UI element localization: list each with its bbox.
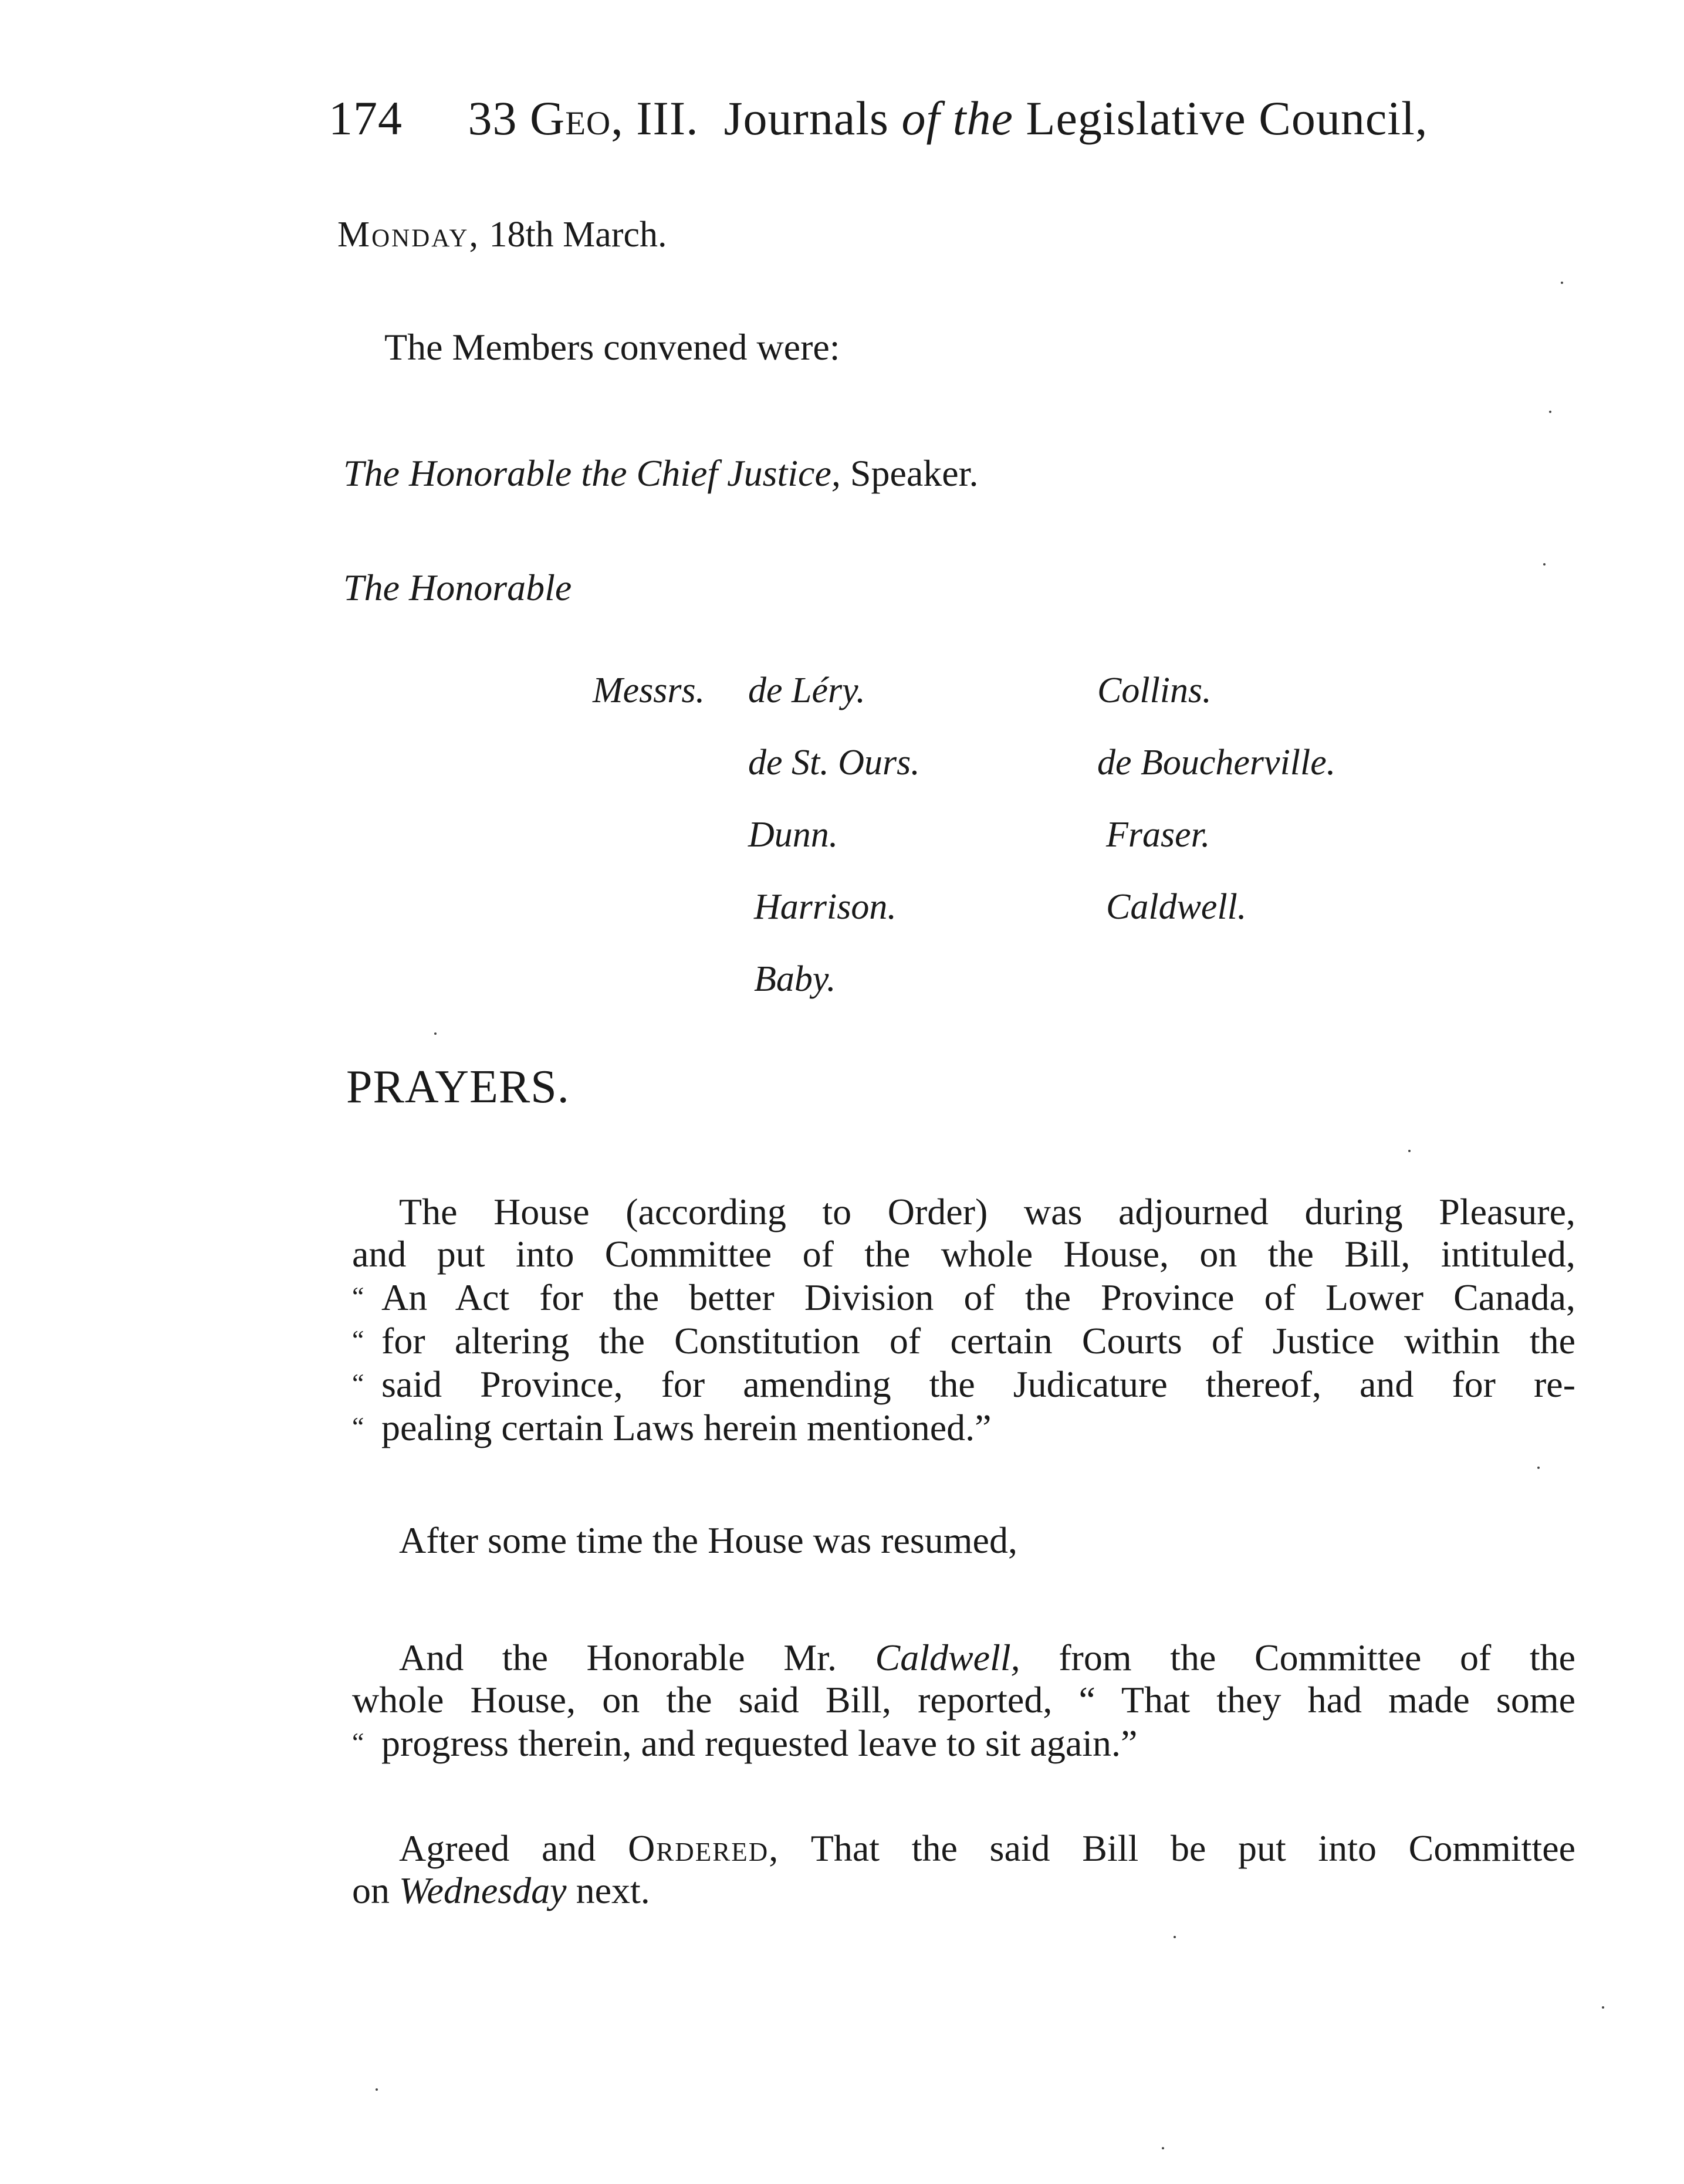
honorable-label: The Honorable	[343, 567, 572, 608]
para3-line1-pre: And the Honorable Mr.	[399, 1637, 837, 1678]
para1-line5-wrap	[352, 1362, 1575, 1406]
member-name-caldwell: Caldwell,	[875, 1637, 1020, 1678]
para1-line3-wrap	[352, 1275, 1575, 1319]
para1-line6-wrap	[352, 1406, 1575, 1449]
title-of-the: of the	[901, 92, 1013, 145]
quote-mark: “	[352, 1325, 364, 1355]
quote-mark: “	[352, 1368, 364, 1398]
member-col2-4: Caldwell.	[1106, 887, 1247, 927]
speaker-line	[343, 452, 978, 495]
para4-line1	[352, 1827, 1575, 1870]
para1-line5: said Province, for amending the Judicature thereof, and for re-	[381, 1363, 1575, 1405]
running-header	[329, 91, 1428, 146]
paragraph-report	[352, 1637, 1575, 1765]
member-col1-5: Baby.	[754, 959, 836, 999]
member-col2-2: de Boucherville.	[1097, 743, 1336, 783]
title-journals: Journals	[723, 92, 889, 145]
title-legislative-council: Legislative Council,	[1026, 92, 1428, 145]
para1-line3: An Act for the better Division of the Province of Lower Canada,	[381, 1276, 1575, 1318]
quote-mark: “	[352, 1727, 364, 1757]
para1-line4: for altering the Constitution of certain Courts of Justice within the	[381, 1320, 1575, 1362]
para4-line2	[352, 1870, 1575, 1912]
para3-line1-post: from the Committee of the	[1059, 1637, 1576, 1678]
members-convened-line: The Members convened were:	[384, 326, 840, 368]
session-date	[337, 214, 667, 256]
speaker-name: The Honorable the Chief Justice,	[343, 452, 841, 494]
ordered-word: Ordered,	[628, 1827, 780, 1869]
para1-line4-wrap	[352, 1319, 1575, 1362]
para3-line2: whole House, on the said Bill, reported, “ That they had made some	[352, 1679, 1575, 1721]
para4-line1-post: That the said Bill be put into Committee	[810, 1827, 1576, 1869]
quote-mark: “	[352, 1281, 364, 1311]
quote-mark: “	[352, 1411, 364, 1441]
member-col1-1: de Léry.	[748, 671, 865, 710]
members-prefix: Messrs.	[593, 671, 705, 710]
para1-line6: pealing certain Laws herein mentioned.”	[381, 1407, 992, 1448]
monarch: Geo, III.	[530, 92, 699, 145]
member-col2-1: Collins.	[1097, 671, 1212, 710]
weekday: Monday,	[337, 215, 480, 255]
paragraph-resumed	[352, 1519, 1575, 1562]
member-col1-4: Harrison.	[754, 887, 897, 927]
para3-line1	[352, 1637, 1575, 1679]
member-col2-3: Fraser.	[1106, 815, 1210, 855]
weekday-wednesday: Wednesday	[399, 1870, 567, 1911]
para3-line3: progress therein, and requested leave to sit again.”	[381, 1722, 1138, 1764]
prayers-heading: PRAYERS.	[346, 1061, 570, 1113]
para2-line1: After some time the House was resumed,	[399, 1519, 1017, 1561]
para4-line2-pre: on	[352, 1870, 390, 1911]
member-col1-3: Dunn.	[748, 815, 838, 855]
para1-line2: and put into Committee of the whole House, on the Bill, intituled,	[352, 1233, 1575, 1275]
speaker-role: Speaker.	[850, 452, 979, 494]
page-number: 174	[329, 92, 403, 145]
date-text: 18th March.	[489, 215, 667, 255]
para4-line1-pre: Agreed and	[399, 1827, 596, 1869]
regnal-year: 33	[468, 92, 518, 145]
para3-line3-wrap	[352, 1721, 1575, 1765]
member-col1-2: de St. Ours.	[748, 743, 920, 783]
para4-line2-post: next.	[576, 1870, 650, 1911]
paragraph-committee	[352, 1191, 1575, 1449]
paragraph-ordered	[352, 1827, 1575, 1912]
para1-line1: The House (according to Order) was adjourned during Pleasure,	[399, 1191, 1575, 1232]
